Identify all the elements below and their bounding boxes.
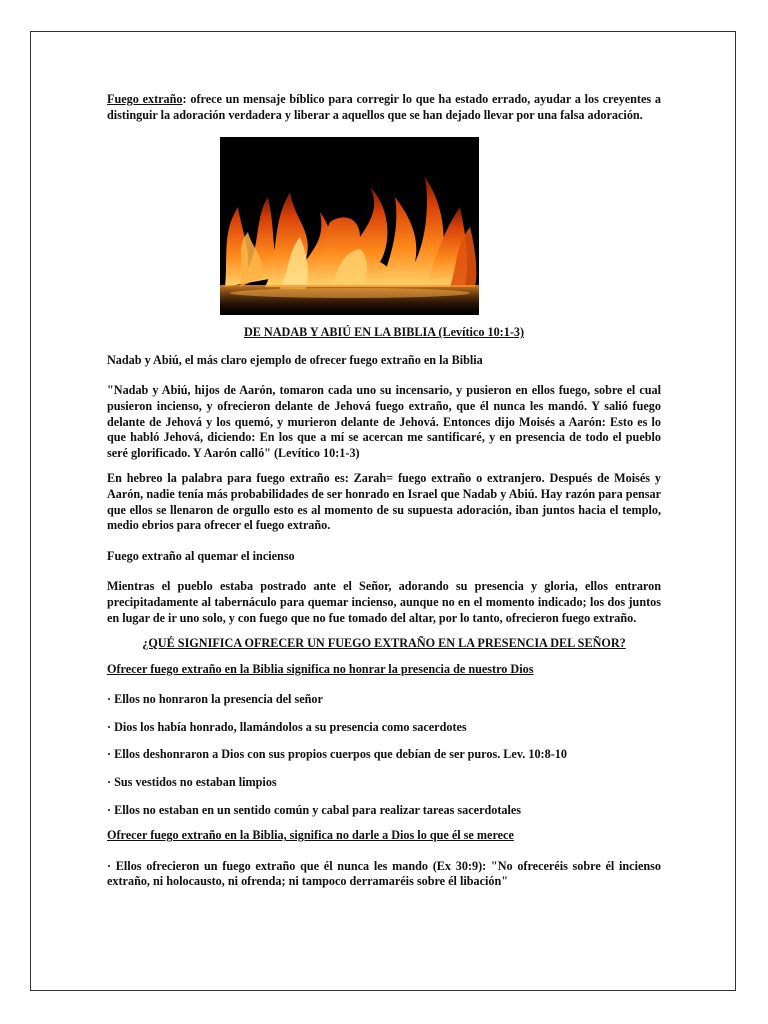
quote-paragraph: "Nadab y Abiú, hijos de Aarón, tomaron cada uno su incensario, y pusieron en ellos fuego, sobre el cual pusieron incienso, y ofrecieron delante de Jehová fuego extraño, que él nunca les mandó. Y salió fuego delante de Jehová y los quemó, y murieron delante de Jehová. Entonces dijo Moisés a Aarón: Esto es lo que habló Jehová, diciendo: En los que a mí se acercan me santificaré, y en presencia de todo el pueblo seré glorificado. Y Aarón calló" (Levítico 10:1-3) — [107, 383, 661, 460]
subheading: Ofrecer fuego extraño en la Biblia significa no honrar la presencia de nuestro Dios — [107, 661, 534, 676]
section-heading: ¿QUÉ SIGNIFICA OFRECER UN FUEGO EXTRAÑO EN LA PRESENCIA DEL SEÑOR? — [142, 636, 626, 651]
list-item: · Ellos no estaban en un sentido común y cabal para realizar tareas sacerdotales — [107, 802, 522, 817]
list-item: · Dios los había honrado, llamándolos a su presencia como sacerdotes — [107, 719, 467, 734]
subheading: Ofrecer fuego extraño en la Biblia, significa no darle a Dios lo que él se merece — [107, 828, 514, 843]
intro-text: : ofrece un mensaje bíblico para corregir lo que ha estado errado, ayudar a los creyentes a distinguir la adoración verdadera y liberar a aquellos que se han dejado llevar por una falsa adoración. — [107, 92, 661, 122]
paragraph: En hebreo la palabra para fuego extraño es: Zarah= fuego extraño o extranjero. Después de Moisés y Aarón, nadie tenía más probabilidades de ser honrado en Israel que Nadab y Abiú. Hay razón para pensar que ellos se llenaron de orgullo esto es al momento de su supuesta adoración, iban juntos hacia el templo, medio ebrios para ofrecer el fuego extraño. — [107, 471, 661, 533]
list-item: · Ellos no honraron la presencia del señor — [107, 692, 323, 707]
fire-icon — [220, 137, 479, 315]
paragraph: Nadab y Abiú, el más claro ejemplo de ofrecer fuego extraño en la Biblia — [107, 352, 483, 367]
paragraph: Fuego extraño al quemar el incienso — [107, 548, 295, 563]
intro-term: Fuego extraño — [107, 92, 183, 106]
paragraph: Mientras el pueblo estaba postrado ante el Señor, adorando su presencia y gloria, ellos entraron precipitadamente al tabernáculo para quemar incienso, aunque no en el momento indicado; los dos juntos en lugar de ir uno solo, y con fuego que no fue tomado del altar, por lo tanto, ofrecieron fuego extraño. — [107, 579, 661, 625]
intro-paragraph — [107, 92, 661, 123]
list-item: · Ellos deshonraron a Dios con sus propios cuerpos que debían de ser puros. Lev. 10:8-10 — [107, 747, 567, 762]
list-item: · Sus vestidos no estaban limpios — [107, 775, 277, 790]
section-heading: DE NADAB Y ABIÚ EN LA BIBLIA (Levítico 10:1-3) — [243, 325, 525, 340]
paragraph: · Ellos ofrecieron un fuego extraño que él nunca les mando (Ex 30:9): "No ofreceréis sobre él incienso extraño, ni holocausto, ni ofrenda; ni tampoco derramaréis sobre él libación" — [107, 858, 661, 889]
fire-image — [220, 137, 479, 315]
document-body — [107, 92, 661, 890]
